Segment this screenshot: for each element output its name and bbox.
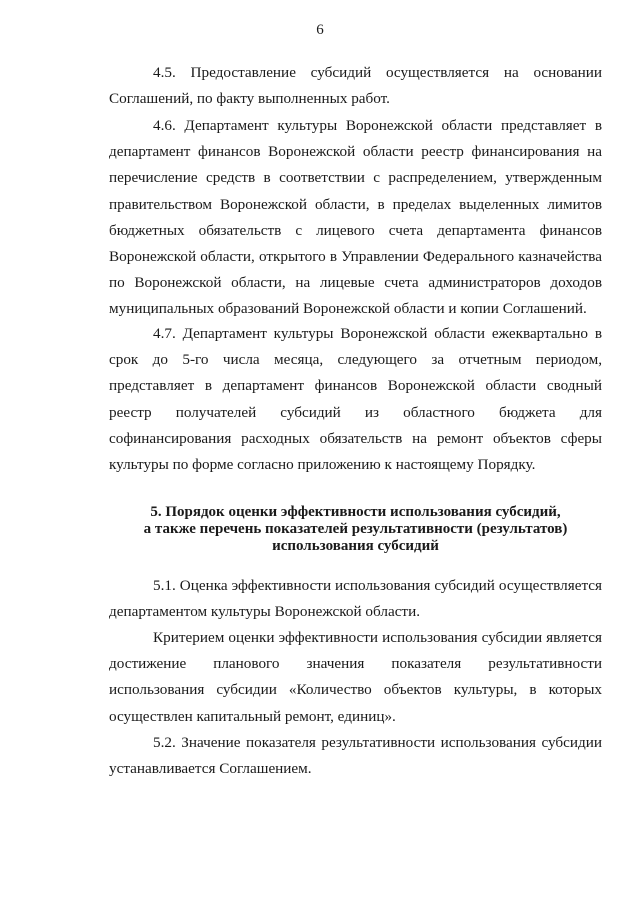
paragraph-4-7: 4.7. Департамент культуры Воронежской области ежеквартально в срок до 5-го числа месяца, следующего за отчетным периодом, представляет в департамент финансов Воронежской области сводный реестр получателей субсидий из областного бюджета для софинансирования расходных обязательств на ремонт объектов сферы культуры по форме согласно приложению к настоящему Порядку. [109,325,602,474]
section-5-heading-line2: а также перечень показателей результативности (результатов) [143,521,568,537]
paragraph-criterion: Критерием оценки эффективности использования субсидии является достижение планового значения показателя результативности использования субсидии «Количество объектов культуры, в которых осуществлен капитальный ремонт, единиц». [109,629,602,725]
section-5-heading-line3: использования субсидий [272,538,439,554]
page-number: 6 [316,22,324,38]
section-5-heading [109,504,602,555]
paragraph-5-1: 5.1. Оценка эффективности использования субсидий осуществляется департаментом культуры Воронежской области. [109,577,602,621]
section-5-heading-line1: 5. Порядок оценки эффективности использования субсидий, [150,504,561,520]
paragraph-4-5: 4.5. Предоставление субсидий осуществляется на основании Соглашений, по факту выполненных работ. [109,64,602,108]
paragraph-5-2: 5.2. Значение показателя результативности использования субсидии устанавливается Соглашением. [109,734,602,778]
paragraph-4-6: 4.6. Департамент культуры Воронежской области представляет в департамент финансов Воронежской области реестр финансирования на перечисление средств в соответствии с распределением, утвержденным правительством Воронежской области, в пределах выделенных лимитов бюджетных обязательств с лицевого счета департамента финансов Воронежской области, открытого в Управлении Федерального казначейства по Воронежской области, на лицевые счета администраторов доходов муниципальных образований Воронежской области и копии Соглашений. [109,117,602,318]
